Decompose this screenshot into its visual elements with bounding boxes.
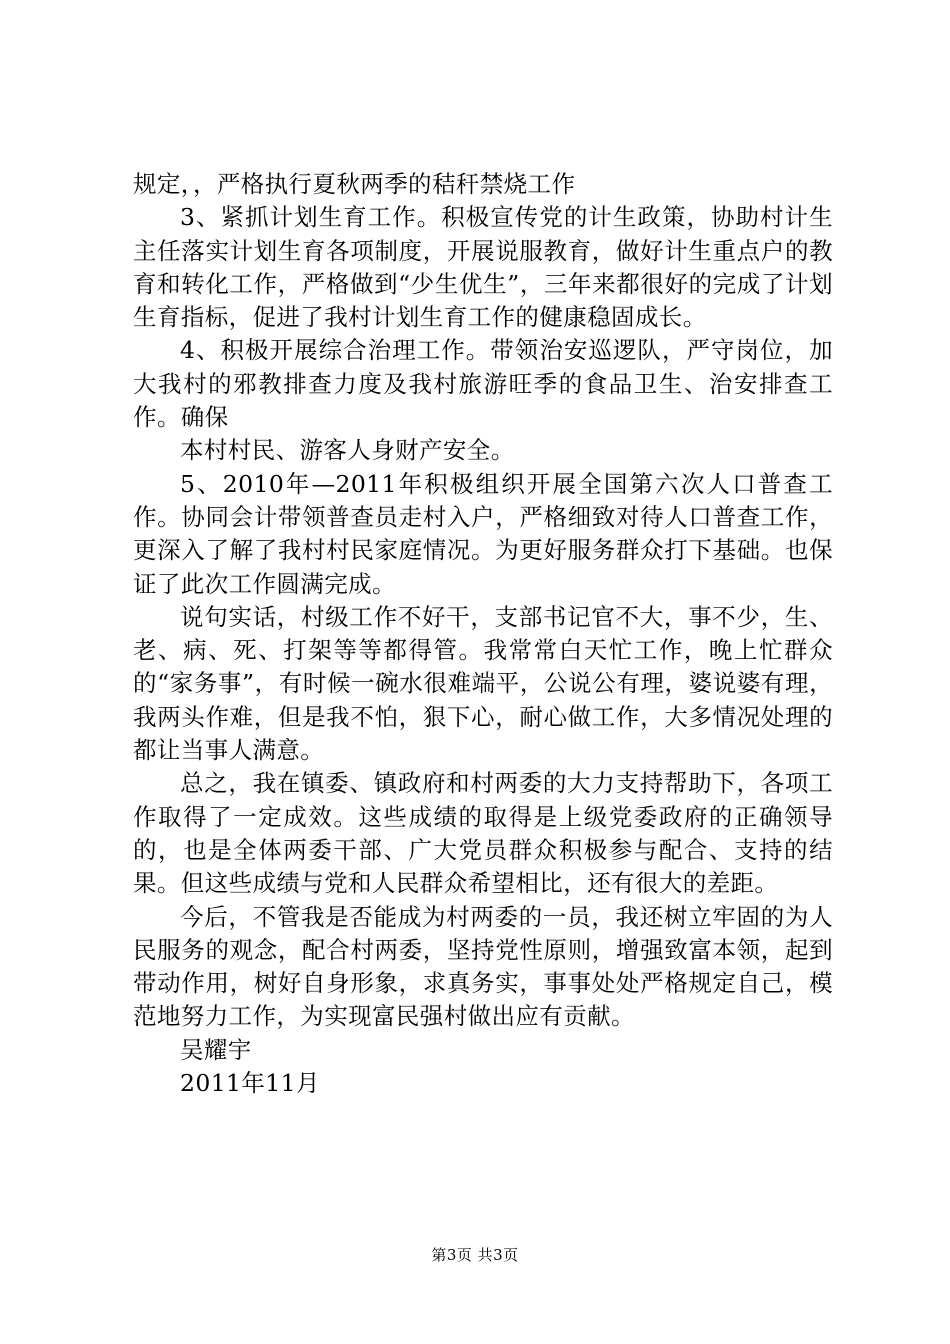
document-date: 2011年11月 <box>180 1069 320 1098</box>
paragraph-census: 5、2010年—2011年积极组织开展全国第六次人口普查工作。协同会计带领普查员走村入户，严格细致对待人口普查工作，更深入了解了我村村民家庭情况。为更好服务群众打下基础。也保证了此次工作圆满完成。 <box>133 469 833 598</box>
paragraph-village-work: 说句实话，村级工作不好干，支部书记官不大，事不少，生、老、病、死、打架等等都得管。我常常白天忙工作，晚上忙群众的“家务事”，有时候一碗水很难端平，公说公有理，婆说婆有理，我两头作难，但是我不怕，狠下心，耐心做工作，大多情况处理的都让当事人满意。 <box>133 602 833 765</box>
page-number: 第3页 共3页 <box>431 1246 519 1264</box>
signature: 吴耀宇 <box>180 1035 252 1064</box>
paragraph-safety: 本村村民、游客人身财产安全。 <box>180 436 515 465</box>
paragraph-comprehensive-governance: 4、积极开展综合治理工作。带领治安巡逻队，严守岗位，加大我村的邪教排查力度及我村旅游旺季的食品卫生、治安排查工作。确保 <box>133 336 833 432</box>
paragraph-future: 今后，不管我是否能成为村两委的一员，我还树立牢固的为人民服务的观念，配合村两委，坚持党性原则，增强致富本领，起到带动作用，树好自身形象，求真务实，事事处处严格规定自己，模范地努力工作，为实现富民强村做出应有贡献。 <box>133 902 833 1031</box>
document-body <box>133 168 833 1100</box>
paragraph-family-planning: 3、紧抓计划生育工作。积极宣传党的计生政策，协助村计生主任落实计划生育各项制度，开展说服教育，做好计生重点户的教育和转化工作，严格做到“少生优生”，三年来都很好的完成了计划生育指标，促进了我村计划生育工作的健康稳固成长。 <box>133 203 833 332</box>
paragraph-summary: 总之，我在镇委、镇政府和村两委的大力支持帮助下，各项工作取得了一定成效。这些成绩的取得是上级党委政府的正确领导的，也是全体两委干部、广大党员群众积极参与配合、支持的结果。但这些成绩与党和人民群众希望相比，还有很大的差距。 <box>133 769 833 898</box>
paragraph-burning-ban: 规定，，严格执行夏秋两季的秸秆禁烧工作 <box>133 170 576 198</box>
